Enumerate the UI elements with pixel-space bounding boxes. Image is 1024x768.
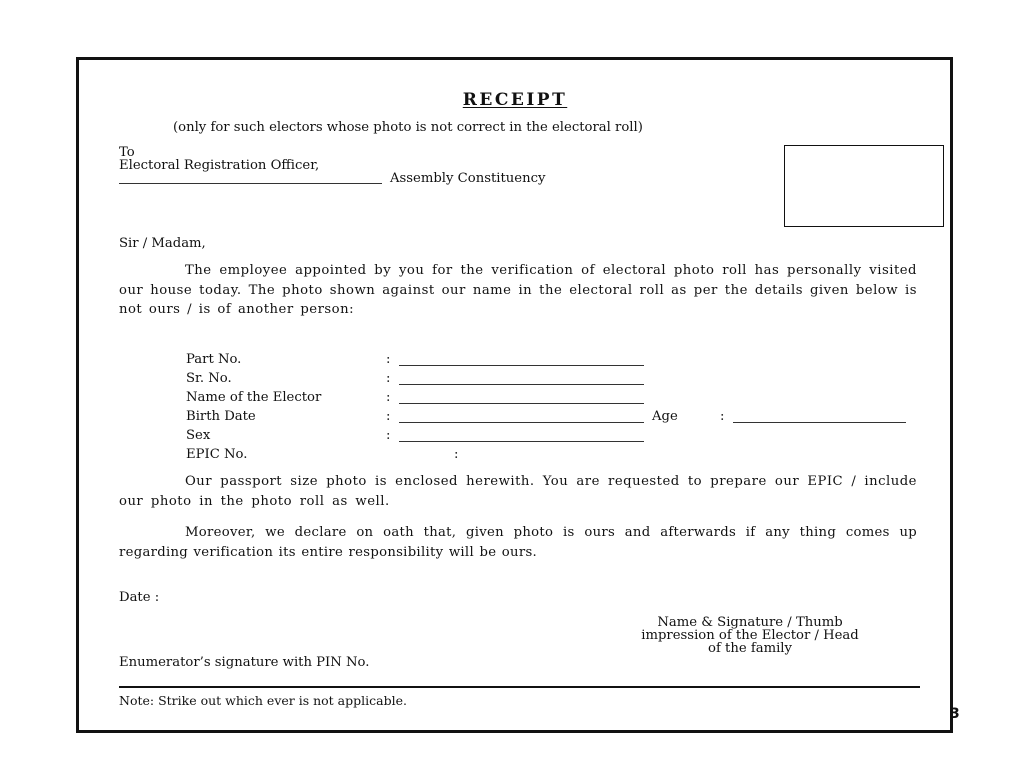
field-label-sr-no: Sr. No. [186, 371, 232, 386]
field-colon: : [386, 390, 391, 405]
field-label-epic-no: EPIC No. [186, 447, 248, 462]
field-label-birth-date: Birth Date [186, 409, 256, 424]
field-colon: : [454, 447, 459, 462]
paragraph-photo-enclosed: Our passport size photo is enclosed herewith. You are requested to prepare our EPIC / include our photo in the photo roll as well. [119, 474, 917, 509]
field-line-elector-name [399, 403, 644, 404]
field-colon: : [720, 409, 725, 424]
field-colon: : [386, 352, 391, 367]
constituency-label: Assembly Constituency [390, 171, 546, 186]
field-label-age: Age [652, 409, 678, 424]
signature-line: Name & Signature / Thumb [657, 615, 843, 630]
field-label-elector-name: Name of the Elector [186, 390, 322, 405]
paragraph-verification: The employee appointed by you for the verification of electoral photo roll has personally visited our house today. The photo shown against our name in the electoral roll as per the details given below is not ours / is of another person: [119, 263, 917, 317]
field-line-age [733, 422, 906, 423]
constituency-blank-line [119, 183, 382, 184]
field-label-part-no: Part No. [186, 352, 242, 367]
note-divider [119, 686, 920, 688]
enumerator-signature-label: Enumerator’s signature with PIN No. [119, 655, 370, 670]
to-label: To [119, 145, 135, 160]
field-line-sr-no [399, 384, 644, 385]
signature-line: impression of the Elector / Head [641, 628, 859, 643]
photo-box [784, 145, 944, 227]
addressee: Electoral Registration Officer, [119, 158, 320, 173]
date-label: Date : [119, 590, 160, 605]
receipt-title: RECEIPT [462, 90, 568, 110]
field-line-sex [399, 441, 644, 442]
receipt-subtitle: (only for such electors whose photo is not correct in the electoral roll) [173, 120, 643, 135]
paragraph-declaration: Moreover, we declare on oath that, given photo is ours and afterwards if any thing comes up regarding verification its entire responsibility will be ours. [119, 525, 917, 560]
field-line-birth-date [399, 422, 644, 423]
field-colon: : [386, 371, 391, 386]
signature-block [580, 616, 920, 655]
field-colon: : [386, 409, 391, 424]
signature-line: of the family [708, 641, 792, 656]
field-label-sex: Sex [186, 428, 211, 443]
field-colon: : [386, 428, 391, 443]
note-text: Note: Strike out which ever is not applicable. [119, 693, 407, 708]
page-number: 3 [950, 706, 960, 722]
salutation: Sir / Madam, [119, 236, 206, 251]
field-line-part-no [399, 365, 644, 366]
